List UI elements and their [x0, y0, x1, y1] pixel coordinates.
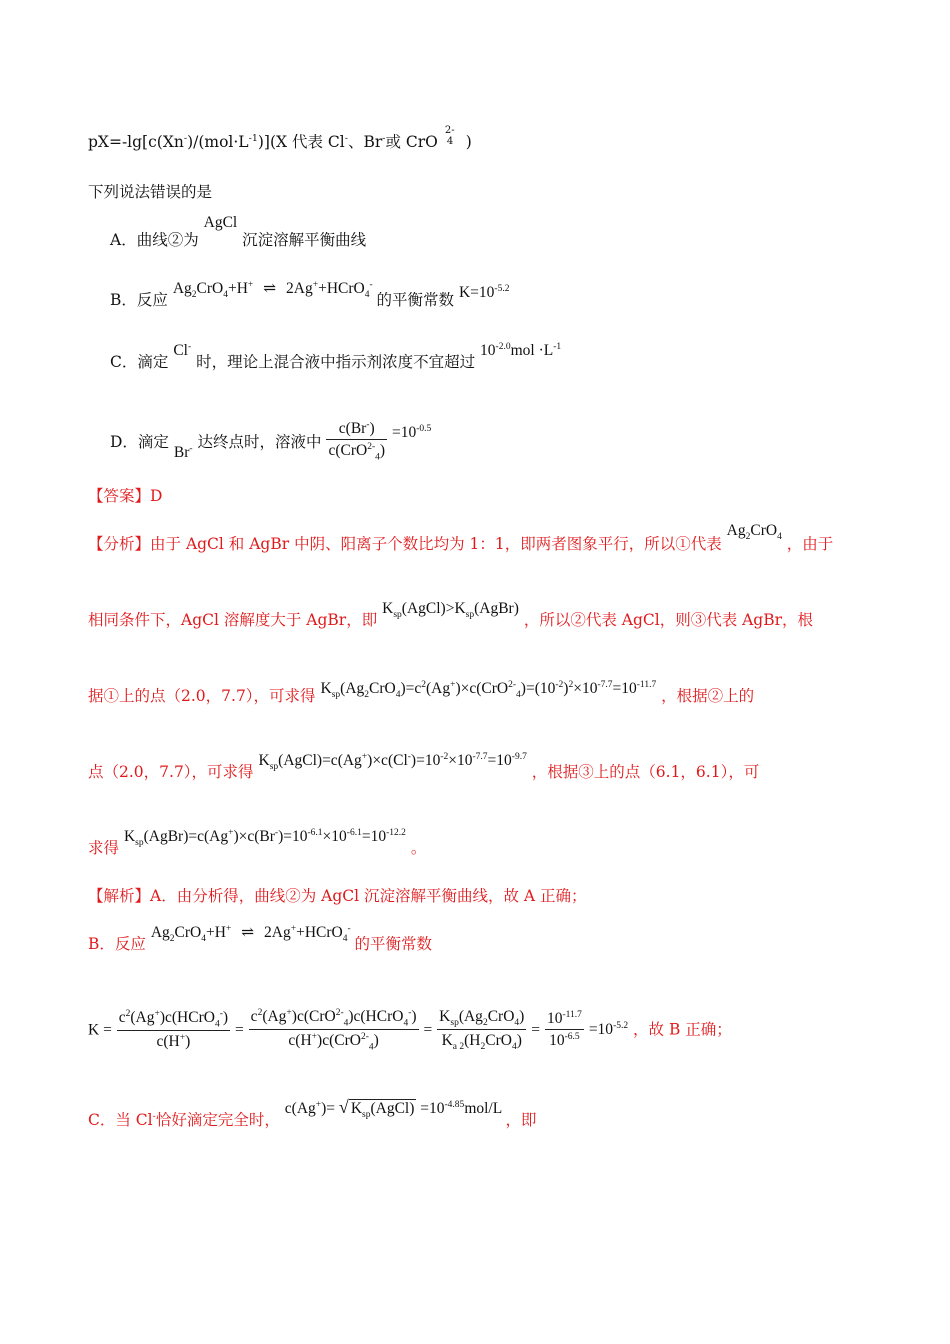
analysis-p5: 求得 $K_{sp}(AgBr)=c(Ag^+)\times c(Br^-)=10^{-6.1}\times 10^{-6.1}=10^{-12.2}$ 。	[88, 827, 427, 857]
question-stem: 下列说法错误的是	[88, 183, 213, 201]
solution-c: C．当 Cl-恰好滴定完全时， c(Ag+)= √ $K_{sp}(AgCl) =10^{-4.85}mol/L$ ，即	[88, 1097, 537, 1129]
option-c: C．滴定 Cl- 时，理论上混合液中指示剂浓度不宜超过 $10^{-2.0}mol \cdot L^{-1}$	[110, 341, 562, 371]
analysis-p1: 【分析】由于 AgCl 和 AgBr 中阴、阳离子个数比均为 1：1，即两者图象平行，所以①代表 $Ag_2CrO_4$ ，由于	[88, 522, 834, 553]
answer-line: 【答案】D	[88, 487, 163, 505]
solution-b-head: B．反应 $Ag_2CrO_4+H^+$ ⇌ 2Ag++HCrO$_4$- 的平衡常数	[88, 923, 433, 953]
analysis-p3: 据①上的点（2.0，7.7），可求得 $K_{sp}(Ag_2CrO_4)=c^2(Ag^+)\times c(CrO^{2-}_4)=(10^{-2})^2\times 10^{-7.7}=10^{-11.7}$ ，根据②上的	[88, 679, 755, 705]
analysis-p2: 相同条件下，AgCl 溶解度大于 AgBr，即 $K_{sp}(AgCl)>K_{sp}(AgBr)$ ，所以②代表 AgCl，则③代表 AgBr，根	[88, 600, 814, 629]
option-d: D．滴定 Br- 达终点时，溶液中 $\frac{c(Br^-)}{c(CrO^{2-}_4)}$ $=10^{-0.5}$	[110, 420, 432, 463]
solution-a: 【解析】A．由分析得，曲线②为 AgCl 沉淀溶解平衡曲线，故 A 正确；	[88, 887, 587, 905]
solution-b-equation: K = $\frac{c^2(Ag^+)c(HCrO_4^-)}{c(H^+)}$ = $\frac{c^2(Ag^+)c(CrO^{2-}_4)c(HCrO_4^-)}{c(H^+)c(CrO^{2-}_4)}$ = $\frac{K_{sp}(Ag_2CrO_4)}{K_{a 2}(H_2CrO_4)}$ = $\frac{10^{-11.7}}{10^{-6.5}}$ $=10^{-5.2}$ ，故 B 正确；	[88, 1008, 732, 1053]
px-definition: $pX=-\lg[c(Xn^-)/(mol\cdot L^{-1})](X$ 代表 Cl-、Br-或 CrO 2- 4 )	[88, 125, 472, 151]
sqrt-sign: √	[338, 1097, 349, 1117]
analysis-p4: 点（2.0，7.7），可求得 $K_{sp}(AgCl)=c(Ag^+)\times c(Cl^-)=10^{-2}\times 10^{-7.7}=10^{-9.7}$ ，根据③上的点（6.1，6.1），可	[88, 751, 760, 781]
option-a: A．曲线②为 AgCl 沉淀溶解平衡曲线	[110, 214, 367, 249]
option-b: B．反应 $Ag_2CrO_4+H^+$ ⇌ 2Ag++HCrO$_4$- 的平衡常数 $K=10^{-5.2}$	[110, 279, 510, 309]
